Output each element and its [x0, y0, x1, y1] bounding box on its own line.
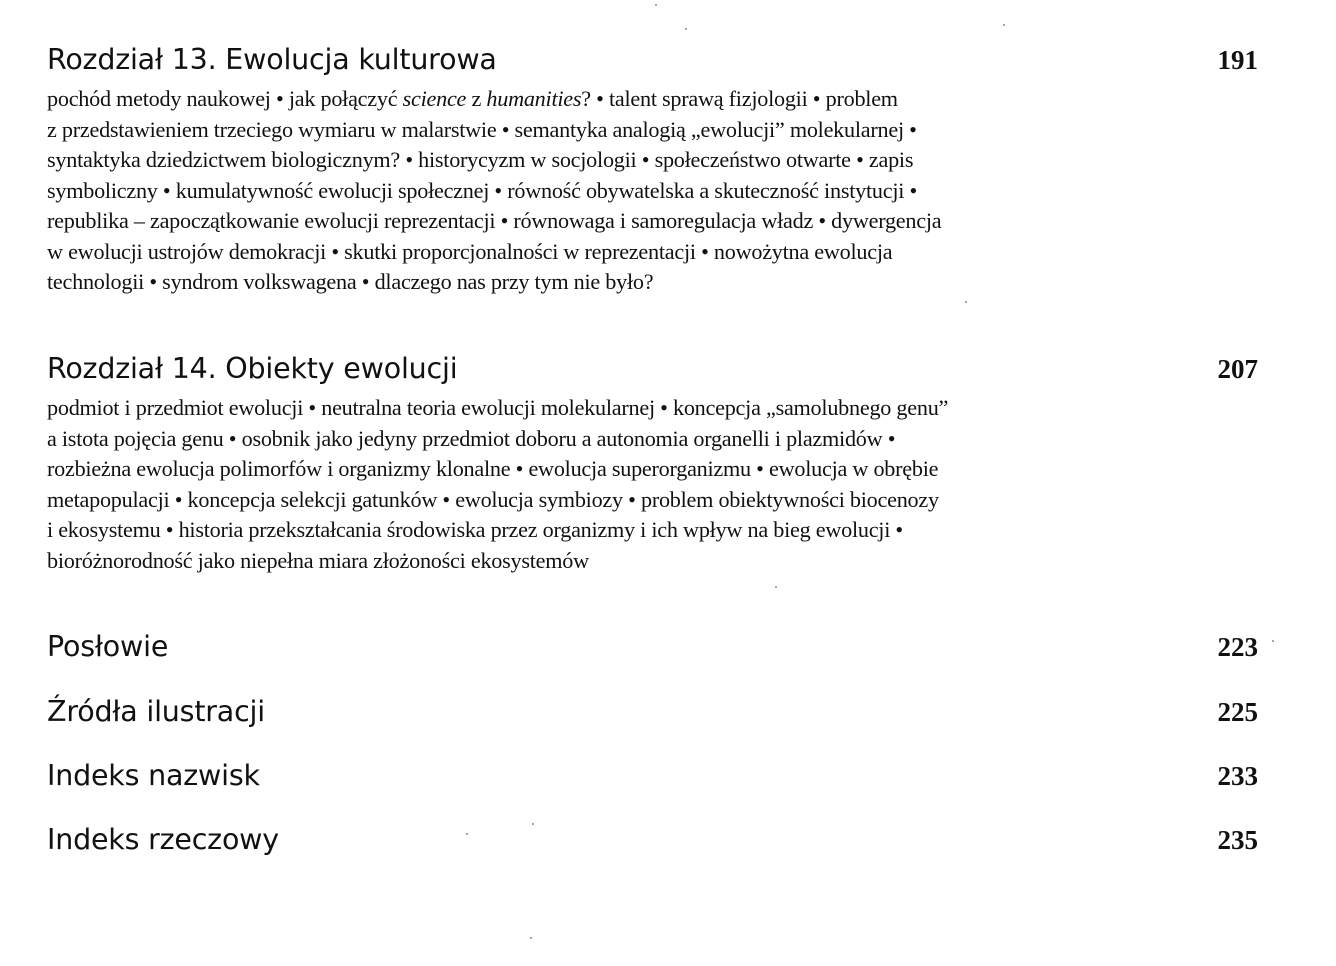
- summary-line: z przedstawieniem trzeciego wymiaru w malarstwie • semantyka analogią „ewolucji” molekularnej •: [47, 116, 917, 142]
- italic-term: science: [402, 86, 467, 111]
- toc-heading-row: [47, 627, 1262, 667]
- page-number: 225: [1217, 697, 1258, 727]
- toc-heading-row: [47, 820, 1262, 860]
- section-title: Indeks rzeczowy: [47, 823, 279, 856]
- summary-line: symboliczny • kumulatywność ewolucji społecznej • równość obywatelska a skuteczność instytucji •: [47, 177, 917, 203]
- scan-speck: [466, 833, 468, 835]
- chapter-title: Rozdział 14. Obiekty ewolucji: [47, 352, 458, 385]
- scan-speck: [775, 586, 777, 588]
- scan-speck: [1272, 640, 1274, 642]
- chapter-title: Rozdział 13. Ewolucja kulturowa: [47, 43, 497, 76]
- toc-entry-chapter-14: [47, 349, 1262, 573]
- summary-line: a istota pojęcia genu • osobnik jako jedyny przedmiot doboru a autonomia organelli i plazmidów •: [47, 425, 896, 451]
- section-title: Indeks nazwisk: [47, 759, 260, 792]
- scan-speck: [532, 823, 534, 825]
- page-number: 235: [1217, 825, 1258, 855]
- chapter-summary: [47, 393, 1147, 576]
- toc-heading-row: [47, 756, 1262, 796]
- summary-line: i ekosystemu • historia przekształcania środowiska przez organizmy i ich wpływ na bieg ewolucji •: [47, 517, 903, 542]
- page-number: 223: [1217, 632, 1258, 662]
- toc-heading-row: [47, 692, 1262, 732]
- toc-entry-zrodla-ilustracji: [47, 692, 1262, 732]
- page-number: 233: [1217, 761, 1258, 791]
- scan-speck: [965, 301, 967, 303]
- scan-speck: [685, 28, 687, 30]
- summary-line: technologii • syndrom volkswagena • dlaczego nas przy tym nie było?: [47, 269, 654, 294]
- page-number: 207: [1217, 354, 1258, 384]
- summary-line: w ewolucji ustrojów demokracji • skutki proporcjonalności w reprezentacji • nowożytna ewolucja: [47, 238, 893, 264]
- summary-line: bioróżnorodność jako niepełna miara złożoności ekosystemów: [47, 547, 589, 573]
- chapter-summary: [47, 84, 1147, 298]
- section-title: Źródła ilustracji: [47, 695, 265, 728]
- scan-speck: [530, 937, 532, 939]
- page-number: 191: [1217, 45, 1258, 75]
- scan-speck: [1003, 24, 1005, 26]
- toc-entry-indeks-nazwisk: [47, 756, 1262, 796]
- summary-line: syntaktyka dziedzictwem biologicznym? • historycyzm w socjologii • społeczeństwo otwarte • zapis: [47, 147, 914, 172]
- summary-line: pochód metody naukowej • jak połączyć science z humanities? • talent sprawą fizjologii • problem: [47, 86, 898, 111]
- section-title: Posłowie: [47, 630, 169, 663]
- summary-line: metapopulacji • koncepcja selekcji gatunków • ewolucja symbiozy • problem obiektywności biocenozy: [47, 486, 939, 512]
- summary-line: rozbieżna ewolucja polimorfów i organizmy klonalne • ewolucja superorganizmu • ewolucja w obrębie: [47, 456, 939, 481]
- summary-line: republika – zapoczątkowanie ewolucji reprezentacji • równowaga i samoregulacja władz • dywergencja: [47, 208, 942, 233]
- toc-heading-row: [47, 40, 1262, 80]
- toc-entry-indeks-rzeczowy: [47, 820, 1262, 860]
- summary-line: podmiot i przedmiot ewolucji • neutralna teoria ewolucji molekularnej • koncepcja „samolubnego genu”: [47, 395, 949, 420]
- italic-term: humanities: [486, 86, 582, 111]
- toc-heading-row: [47, 349, 1262, 389]
- toc-entry-chapter-13: [47, 40, 1262, 294]
- scan-speck: [655, 4, 657, 6]
- toc-entry-poslowie: [47, 627, 1262, 667]
